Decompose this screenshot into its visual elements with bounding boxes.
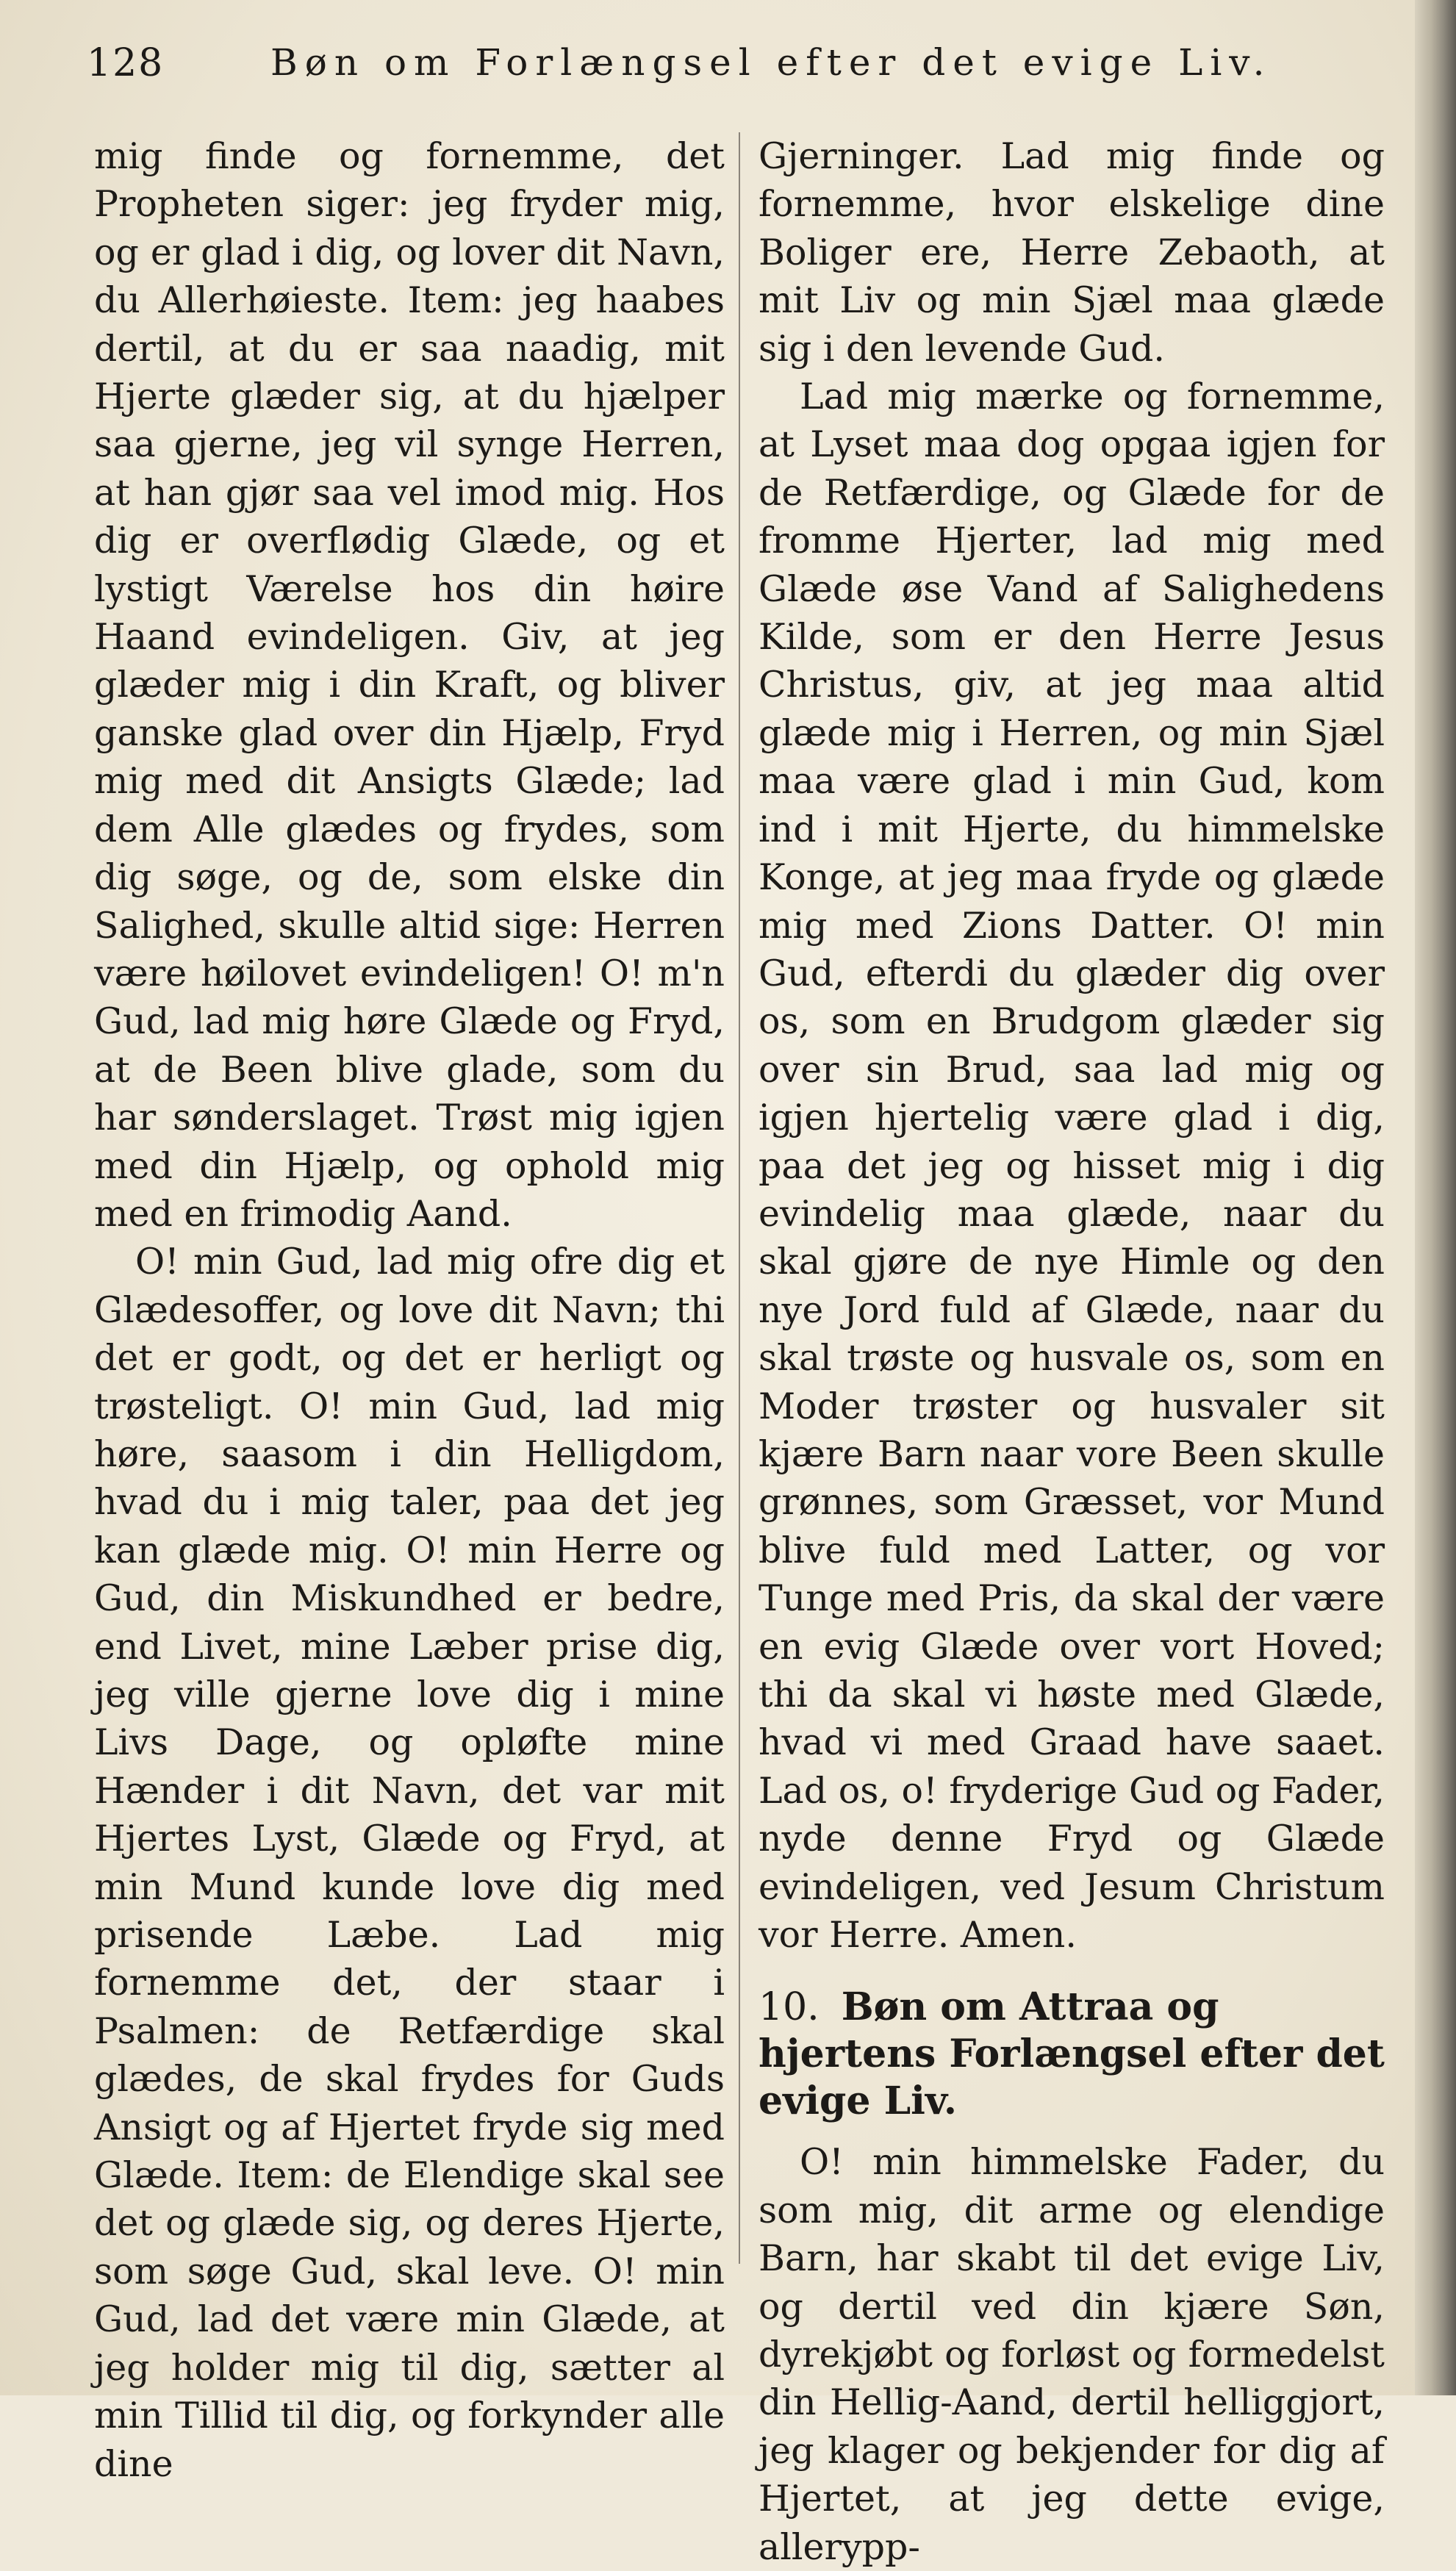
page-header [87, 35, 1388, 94]
right-paragraph-2: Lad mig mærke og fornemme, at Lyset maa dog opgaa igjen for de Retfærdige, og Glæde for de fromme Hjerter, lad mig med Glæde øse Vand af Salighedens Kilde, som er den Herre Jesus Christus, giv, at jeg maa altid glæde mig i Herren, og min Sjæl maa være glad i min Gud, kom ind i mit Hjerte, du himmelske Konge, at jeg maa fryde og glæde mig med Zions Datter. O! min Gud, efterdi du glæder dig over os, som en Brudgom glæder sig over sin Brud, saa lad mig og igjen hjertelig være glad i dig, paa det jeg og hisset mig i dig evindelig maa glæde, naar du skal gjøre de nye Himle og den nye Jord fuld af Glæde, naar du skal trøste og husvale os, som en Moder trøster og husvaler sit kjære Barn naar vore Been skulle grønnes, som Græsset, vor Mund blive fuld med Latter, og vor Tunge med Pris, da skal der være en evig Glæde over vort Hoved; thi da skal vi høste med Glæde, hvad vi med Graad have saaet. Lad os, o! fryderige Gud og Fader, nyde denne Fryd og Glæde evindeligen, ved Jesum Christum vor Herre. Amen. [759, 376, 1385, 1957]
right-paragraph-1: Gjerninger. Lad mig finde og fornemme, hvor elskelige dine Boliger ere, Herre Zebaoth, at mit Liv og min Sjæl maa glæde sig i den levende Gud. [759, 135, 1385, 370]
right-column [759, 132, 1385, 2568]
section-heading [759, 1984, 1385, 2125]
section-title: Bøn om Attraa og hjertens Forlængsel efter det evige Liv. [759, 1984, 1385, 2124]
page-number: 128 [87, 41, 165, 85]
book-binding-edge [1415, 0, 1456, 2395]
left-paragraph-2: O! min Gud, lad mig ofre dig et Glædesoffer, og love dit Navn; thi det er godt, og det er herligt og trøsteligt. O! min Gud, lad mig høre, saasom i din Helligdom, hvad du i mig taler, paa det jeg kan glæde mig. O! min Herre og Gud, din Miskundhed er bedre, end Livet, mine Læber prise dig, jeg ville gjerne love dig i mine Livs Dage, og opløfte mine Hænder i dit Navn, det var mit Hjertes Lyst, Glæde og Fryd, at min Mund kunde love dig med prisende Læbe. Lad mig fornemme det, der staar i Psalmen: de Retfærdige skal glædes, de skal frydes for Guds Ansigt og af Hjertet fryde sig med Glæde. Item: de Elendige skal see det og glæde sig, og deres Hjerte, som søge Gud, skal leve. O! min Gud, lad det være min Glæde, at jeg holder mig til dig, sætter al min Tillid til dig, og forkynder alle dine [94, 1241, 725, 2485]
left-column [94, 132, 725, 2485]
left-paragraph-1: mig finde og fornemme, det Propheten siger: jeg fryder mig, og er glad i dig, og lover dit Navn, du Allerhøieste. Item: jeg haabes dertil, at du er saa naadig, mit Hjerte glæder sig, at du hjælper saa gjerne, jeg vil synge Herren, at han gjør saa vel imod mig. Hos dig er overflødig Glæde, og et lystigt Værelse hos din høire Haand evindeligen. Giv, at jeg glæder mig i din Kraft, og bliver ganske glad over din Hjælp, Fryd mig med dit Ansigts Glæde; lad dem Alle glædes og frydes, som dig søge, og de, som elske din Salighed, skulle altid sige: Herren være høilovet evindeligen! O! m'n Gud, lad mig høre Glæde og Fryd, at de Been blive glade, som du har sønderslaget. Trøst mig igjen med din Hjælp, og ophold mig med en frimodig Aand. [94, 135, 725, 1235]
section-number: 10. [759, 1985, 820, 2030]
column-divider [739, 132, 740, 2264]
section-paragraph: O! min himmelske Fader, du som mig, dit arme og elendige Barn, har skabt til det evige Liv, og dertil ved din kjære Søn, dyrekjøbt og forløst og formedelst din Hellig-Aand, dertil helliggjort, jeg klager og bekjender for dig af Hjertet, at jeg dette evige, allerypp- [759, 2141, 1385, 2568]
running-title: Bøn om Forlængsel efter det evige Liv. [270, 41, 1272, 84]
